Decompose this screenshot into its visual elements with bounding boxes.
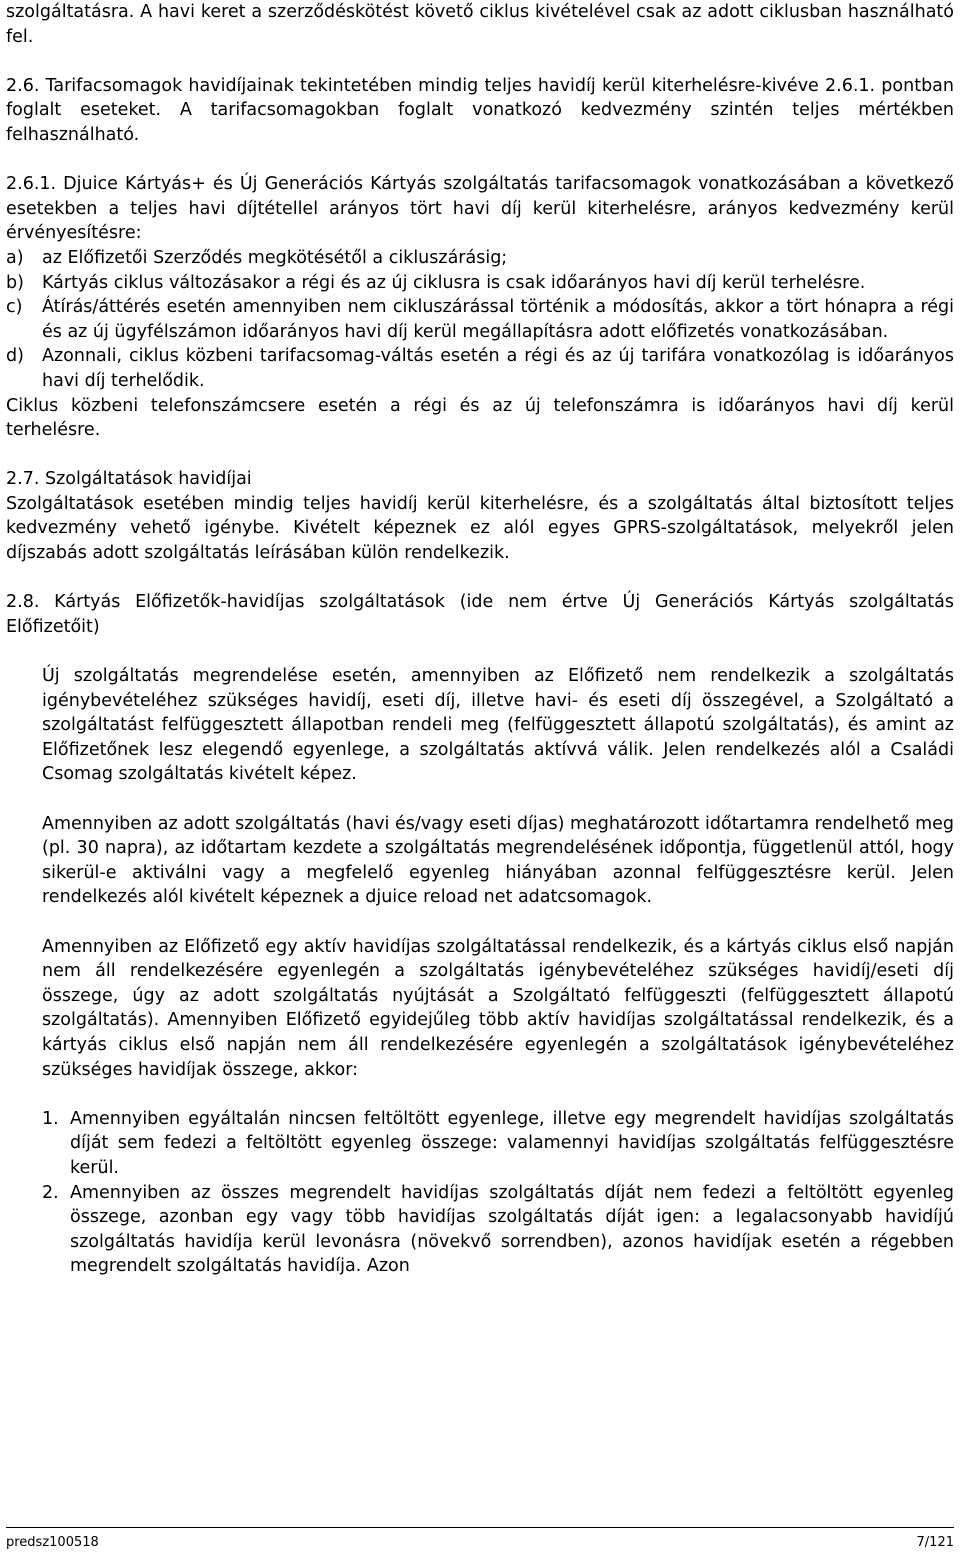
list-text: Amennyiben egyáltalán nincsen feltöltött egyenlege, illetve egy megrendelt havidíjas szolgáltatás díját sem fedezi a feltöltött egyenleg összege: valamennyi havidíjas szolgáltatás felfüggesztésre kerül. [70,1108,954,1178]
list-marker: c) [6,297,23,318]
list-abcd [6,246,954,394]
list-item-d [6,344,954,393]
spacer [6,443,954,468]
spacer [6,910,954,935]
list-text: Átírás/áttérés esetén amennyiben nem cikluszárással történik a módosítás, akkor a tört hónapra a régi és az új ügyfélszámon időarányos havi díj kerül megállapításra adott előfizetés vonatkozásában. [42,297,954,342]
phone-number-change-paragraph: Ciklus közbeni telefonszámcsere esetén a régi és az új telefonszámra is időarányos havi díj kerül terhelésre. [6,395,954,441]
list-item-2 [42,1181,954,1279]
list-item-a [6,246,954,271]
spacer [6,49,954,74]
list-text: Amennyiben az összes megrendelt havidíjas szolgáltatás díját nem fedezi a feltöltött egyenleg összege, azonban egy vagy több havidíjas szolgáltatás díját igen: a legalacsonyabb havidíjú szolgáltatás havidíja kerül levonásra (növekvő sorrendben), azonos havidíjak esetén a régebben megrendelt szolgáltatás havidíja. Azon [70,1182,954,1277]
section-2-8-para-2: Amennyiben az adott szolgáltatás (havi és/vagy eseti díjas) meghatározott időtartamra rendelhető meg (pl. 30 napra), az időtartam kezdete a szolgáltatás megrendelésének időpontja, függetlenül attól, hogy sikerül-e aktiválni vagy a megfelelő egyenleg hiányában azonnal felfüggesztésre kerül. Jelen rendelkezés alól kivételt képeznek a djuice reload net adatcsomagok. [42,813,954,908]
list-marker: d) [6,346,24,367]
section-2-8-title: 2.8. Kártyás Előfizetők-havidíjas szolgáltatások (ide nem értve Új Generációs Kártyás szolgáltatás Előfizetőit) [6,592,954,637]
section-2-7-title: 2.7. Szolgáltatások havidíjai [6,469,252,490]
numbered-list [6,1107,954,1279]
spacer [6,639,954,664]
spacer [6,1082,954,1107]
list-text: Kártyás ciklus változásakor a régi és az új ciklusra is csak időarányos havi díj kerül terhelésre. [42,272,866,293]
list-item-c [6,295,954,344]
list-text: Azonnali, ciklus közbeni tarifacsomag-váltás esetén a régi és az új tarifára vonatkozólag is időarányos havi díj terhelődik. [42,346,954,391]
footer-page-number: 7/121 [916,1535,954,1550]
document-page [6,0,954,1279]
list-marker: 1. [42,1108,59,1129]
section-2-8-para-1: Új szolgáltatás megrendelése esetén, amennyiben az Előfizető nem rendelkezik a szolgáltatás igénybevételéhez szükséges havidíj, eseti díj, illetve havi- és eseti díj összegével, a Szolgáltató a szolgáltatást felfüggesztett állapotban rendeli meg (felfüggesztett állapotú szolgáltatás), és amint az Előfizetőnek lesz elegendő egyenlege, a szolgáltatás aktívvá válik. Jelen rendelkezés alól a Családi Csomag szolgáltatás kivételt képez. [42,666,954,785]
list-marker: 2. [42,1182,59,1203]
spacer [6,148,954,173]
footer-document-id: predsz100518 [6,1535,99,1550]
section-2-7-body: Szolgáltatások esetében mindig teljes havidíj kerül kiterhelésre, és a szolgáltatás által biztosított teljes kedvezmény vehető igénybe. Kivételt képeznek ez alól egyes GPRS-szolgáltatások, melyekről jelen díjszabás adott szolgáltatás leírásában külön rendelkezik. [6,493,954,564]
section-2-6: 2.6. Tarifacsomagok havidíjainak tekintetében mindig teljes havidíj kerül kiterhelésre-kivéve 2.6.1. pontban foglalt eseteket. A tarifacsomagokban foglalt vonatkozó kedvezmény szintén teljes mértékben felhasználható. [6,75,954,145]
spacer [6,566,954,591]
section-2-6-1: 2.6.1. Djuice Kártyás+ és Új Generációs Kártyás szolgáltatás tarifacsomagok vonatkozásában a következő esetekben a teljes havi díjtétellel arányos tört havi díj kerül kiterhelésre, arányos kedvezmény kerül érvényesítésre: [6,174,954,244]
spacer [6,787,954,812]
list-item-b [6,271,954,296]
page-footer [6,1527,954,1558]
list-item-1 [42,1107,954,1181]
paragraph-continuation: szolgáltatásra. A havi keret a szerződéskötést követő ciklus kivételével csak az adott ciklusban használható fel. [6,2,954,47]
list-text: az Előfizetői Szerződés megkötésétől a cikluszárásig; [42,247,508,268]
section-2-8-para-3: Amennyiben az Előfizető egy aktív havidíjas szolgáltatással rendelkezik, és a kártyás ciklus első napján nem áll rendelkezésére egyenlegén a szolgáltatás igénybevételéhez szükséges havidíj/eseti díj összege, úgy az adott szolgáltatás nyújtását a Szolgáltató felfüggeszti (felfüggesztett állapotú szolgáltatás). Amennyiben Előfizető egyidejűleg több aktív havidíjas szolgáltatással rendelkezik, és a kártyás ciklus első napján nem áll rendelkezésére egyenlegén a szolgáltatások igénybevételéhez szükséges havidíjak összege, akkor: [42,936,954,1080]
list-marker: a) [6,247,24,268]
list-marker: b) [6,272,24,293]
